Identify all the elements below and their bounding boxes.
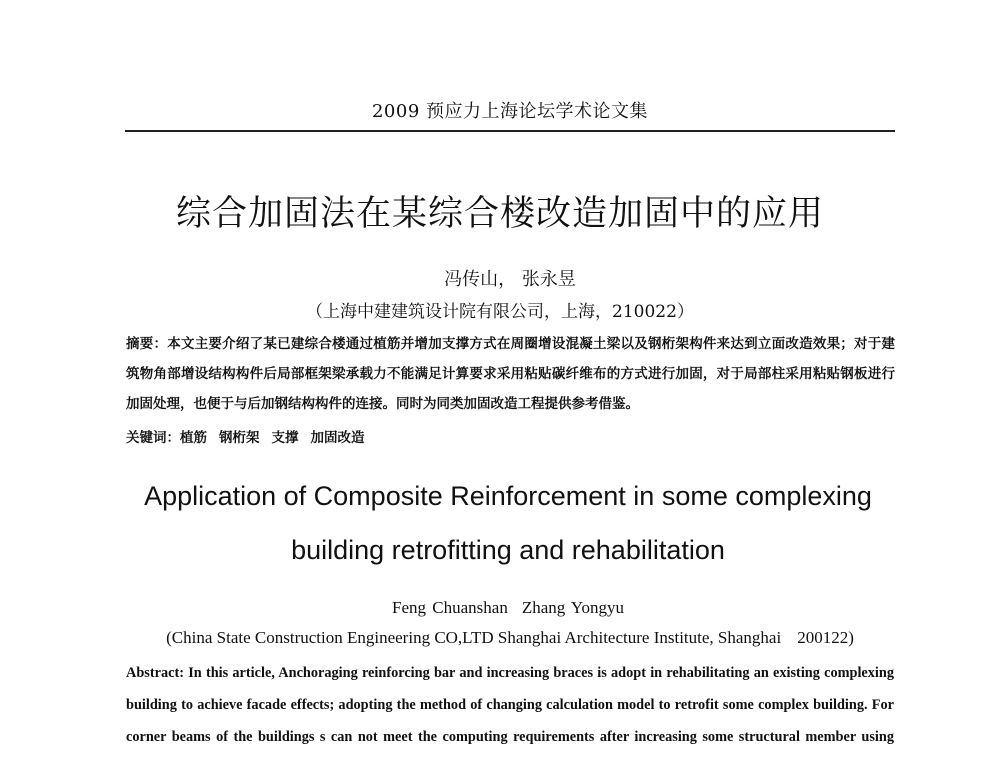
chinese-authors: 冯传山， 张永昱 [444, 269, 576, 290]
chinese-keywords [126, 426, 895, 450]
english-abstract-line-2: building to achieve facade effects; adopting the method of changing calculation model to retrofit some complex building. For [126, 697, 894, 713]
english-affiliation [0, 627, 1000, 649]
english-abstract-line-3: corner beams of the buildings s can not meet the computing requirements after increasing some structural member using [126, 729, 894, 745]
chinese-abstract-text: 本文主要介绍了某已建综合楼通过植筋并增加支撑方式在周圈增设混凝土梁以及钢桁架构件来达到立面改造效果；对于建筑物角部增设结构构件后局部框架梁承载力不能满足计算要求采用粘贴碳纤维布的方式进行加固，对于局部柱采用粘贴钢板进行加固处理，也便于与后加钢结构构件的连接。同时为同类加固改造工程提供参考借鉴。 [126, 336, 896, 412]
keyword: 加固改造 [310, 430, 365, 446]
header-rule [125, 130, 895, 132]
english-author-1: Feng Chuanshan [392, 598, 508, 617]
chinese-abstract-label: 摘要： [126, 336, 168, 352]
english-abstract-label: Abstract: [126, 665, 184, 681]
chinese-keywords-label: 关键词： [126, 430, 180, 446]
keyword: 植筋 [180, 430, 207, 446]
english-title-line-2: building retrofitting and rehabilitation [291, 535, 725, 565]
english-abstract-line-1 [126, 657, 894, 689]
keyword: 钢桁架 [219, 430, 260, 446]
english-title-line-1: Application of Composite Reinforcement in some complexing [144, 481, 872, 511]
keyword: 支撑 [271, 430, 299, 446]
english-author-2: Zhang Yongyu [521, 598, 624, 617]
english-abstract [126, 657, 894, 753]
english-abstract-text-1: In this article, Anchoraging reinforcing bar and increasing braces is adopt in rehabilitating an existing complexing [188, 665, 895, 681]
running-header: 2009 预应力上海论坛学术论文集 [371, 101, 649, 122]
english-authors [0, 597, 1000, 619]
english-affiliation-org: (China State Construction Engineering CO,LTD Shanghai Architecture Institute, Shanghai [166, 628, 782, 647]
chinese-title: 综合加固法在某综合楼改造加固中的应用 [175, 194, 824, 234]
chinese-abstract [126, 329, 895, 419]
english-affiliation-code: 200122) [797, 628, 854, 647]
chinese-affiliation: （上海中建建筑设计院有限公司，上海，210022） [306, 302, 694, 322]
